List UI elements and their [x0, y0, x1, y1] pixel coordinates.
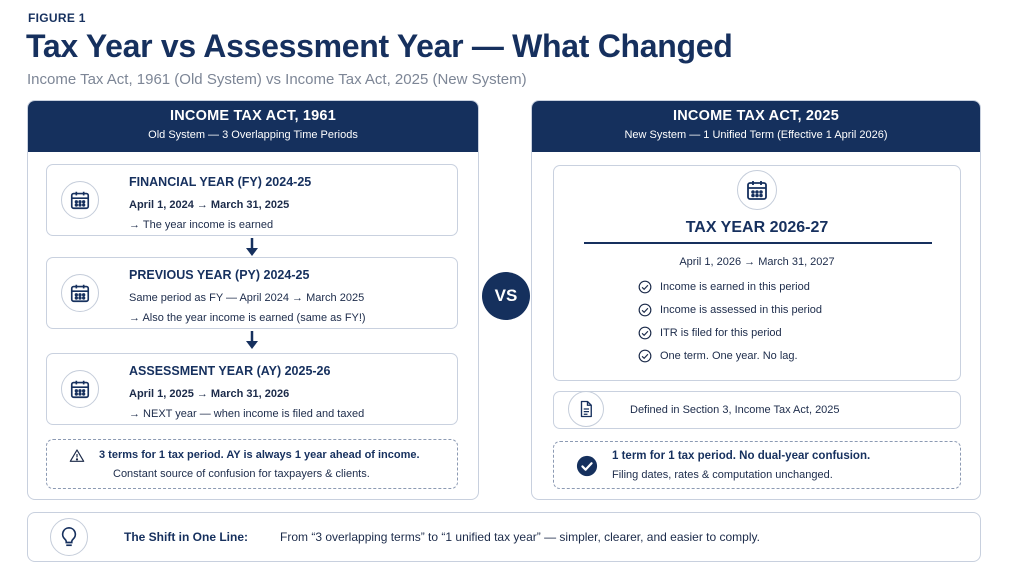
- check-item: [638, 303, 822, 317]
- check-item-text: Income is earned in this period: [660, 281, 810, 293]
- check-item-text: ITR is filed for this period: [660, 327, 782, 339]
- calendar-icon: [61, 181, 99, 219]
- tax-year-title: TAX YEAR 2026-27: [685, 219, 829, 236]
- check-circle-icon: [638, 303, 652, 317]
- page-title: Tax Year vs Assessment Year — What Changed: [26, 28, 733, 64]
- document-icon: [568, 391, 604, 427]
- tax-year-period: April 1, 2026 → March 31, 2027: [679, 256, 835, 268]
- check-circle-icon: [638, 280, 652, 294]
- shift-summary-box: [27, 512, 981, 562]
- check-circle-icon: [576, 455, 598, 477]
- card-period: April 1, 2025 → March 31, 2026: [129, 388, 290, 400]
- new-system-panel: [531, 100, 981, 500]
- card-title: ASSESSMENT YEAR (AY) 2025-26: [129, 364, 331, 378]
- card-title: FINANCIAL YEAR (FY) 2024-25: [129, 175, 312, 189]
- card-title: PREVIOUS YEAR (PY) 2024-25: [129, 268, 310, 282]
- calendar-icon: [61, 370, 99, 408]
- title-divider: [584, 242, 932, 244]
- arrow-down-icon: [246, 238, 258, 256]
- card-period: April 1, 2024 → March 31, 2025: [129, 199, 290, 211]
- new-system-subtitle: New System — 1 Unified Term (Effective 1 April 2026): [624, 129, 888, 141]
- new-system-title: INCOME TAX ACT, 2025: [673, 108, 839, 124]
- assessment-year-card: [46, 353, 458, 425]
- section-reference-text: Defined in Section 3, Income Tax Act, 2025: [630, 404, 840, 416]
- calendar-icon: [61, 274, 99, 312]
- card-description: → The year income is earned: [129, 219, 274, 231]
- financial-year-card: [46, 164, 458, 236]
- check-item: [638, 349, 798, 363]
- old-system-title: INCOME TAX ACT, 1961: [170, 108, 336, 124]
- figure-label: FIGURE 1: [28, 11, 86, 25]
- shift-text: From “3 overlapping terms” to “1 unified tax year” — simpler, clearer, and easier to comply.: [280, 530, 760, 544]
- check-circle-icon: [638, 349, 652, 363]
- old-note-line1: 3 terms for 1 tax period. AY is always 1 year ahead of income.: [99, 449, 420, 461]
- section-reference-card: [553, 391, 961, 429]
- tax-year-card: [553, 165, 961, 381]
- card-period: Same period as FY — April 2024 → March 2025: [129, 292, 365, 304]
- previous-year-card: [46, 257, 458, 329]
- old-system-panel: [27, 100, 479, 500]
- new-note-line1: 1 term for 1 tax period. No dual-year confusion.: [612, 450, 871, 462]
- calendar-icon: [737, 170, 777, 210]
- check-item: [638, 280, 810, 294]
- check-circle-icon: [638, 326, 652, 340]
- card-description: → Also the year income is earned (same as FY!): [129, 312, 366, 324]
- old-note-line2: Constant source of confusion for taxpayers & clients.: [113, 468, 370, 480]
- check-item-text: Income is assessed in this period: [660, 304, 823, 316]
- old-system-subtitle: Old System — 3 Overlapping Time Periods: [148, 129, 358, 141]
- new-note-line2: Filing dates, rates & computation unchanged.: [612, 469, 833, 481]
- card-description: → NEXT year — when income is filed and taxed: [129, 408, 365, 420]
- old-system-note: [46, 439, 458, 489]
- lightbulb-icon: [50, 518, 88, 556]
- check-item: [638, 326, 782, 340]
- arrow-down-icon: [246, 331, 258, 349]
- new-system-header: [532, 101, 980, 152]
- vs-badge: VS: [482, 272, 530, 320]
- check-item-text: One term. One year. No lag.: [660, 350, 798, 362]
- warning-icon: [69, 448, 85, 464]
- old-system-header: [28, 101, 478, 152]
- shift-label: The Shift in One Line:: [124, 530, 248, 544]
- new-system-note: [553, 441, 961, 489]
- page-subtitle: Income Tax Act, 1961 (Old System) vs Income Tax Act, 2025 (New System): [27, 71, 527, 88]
